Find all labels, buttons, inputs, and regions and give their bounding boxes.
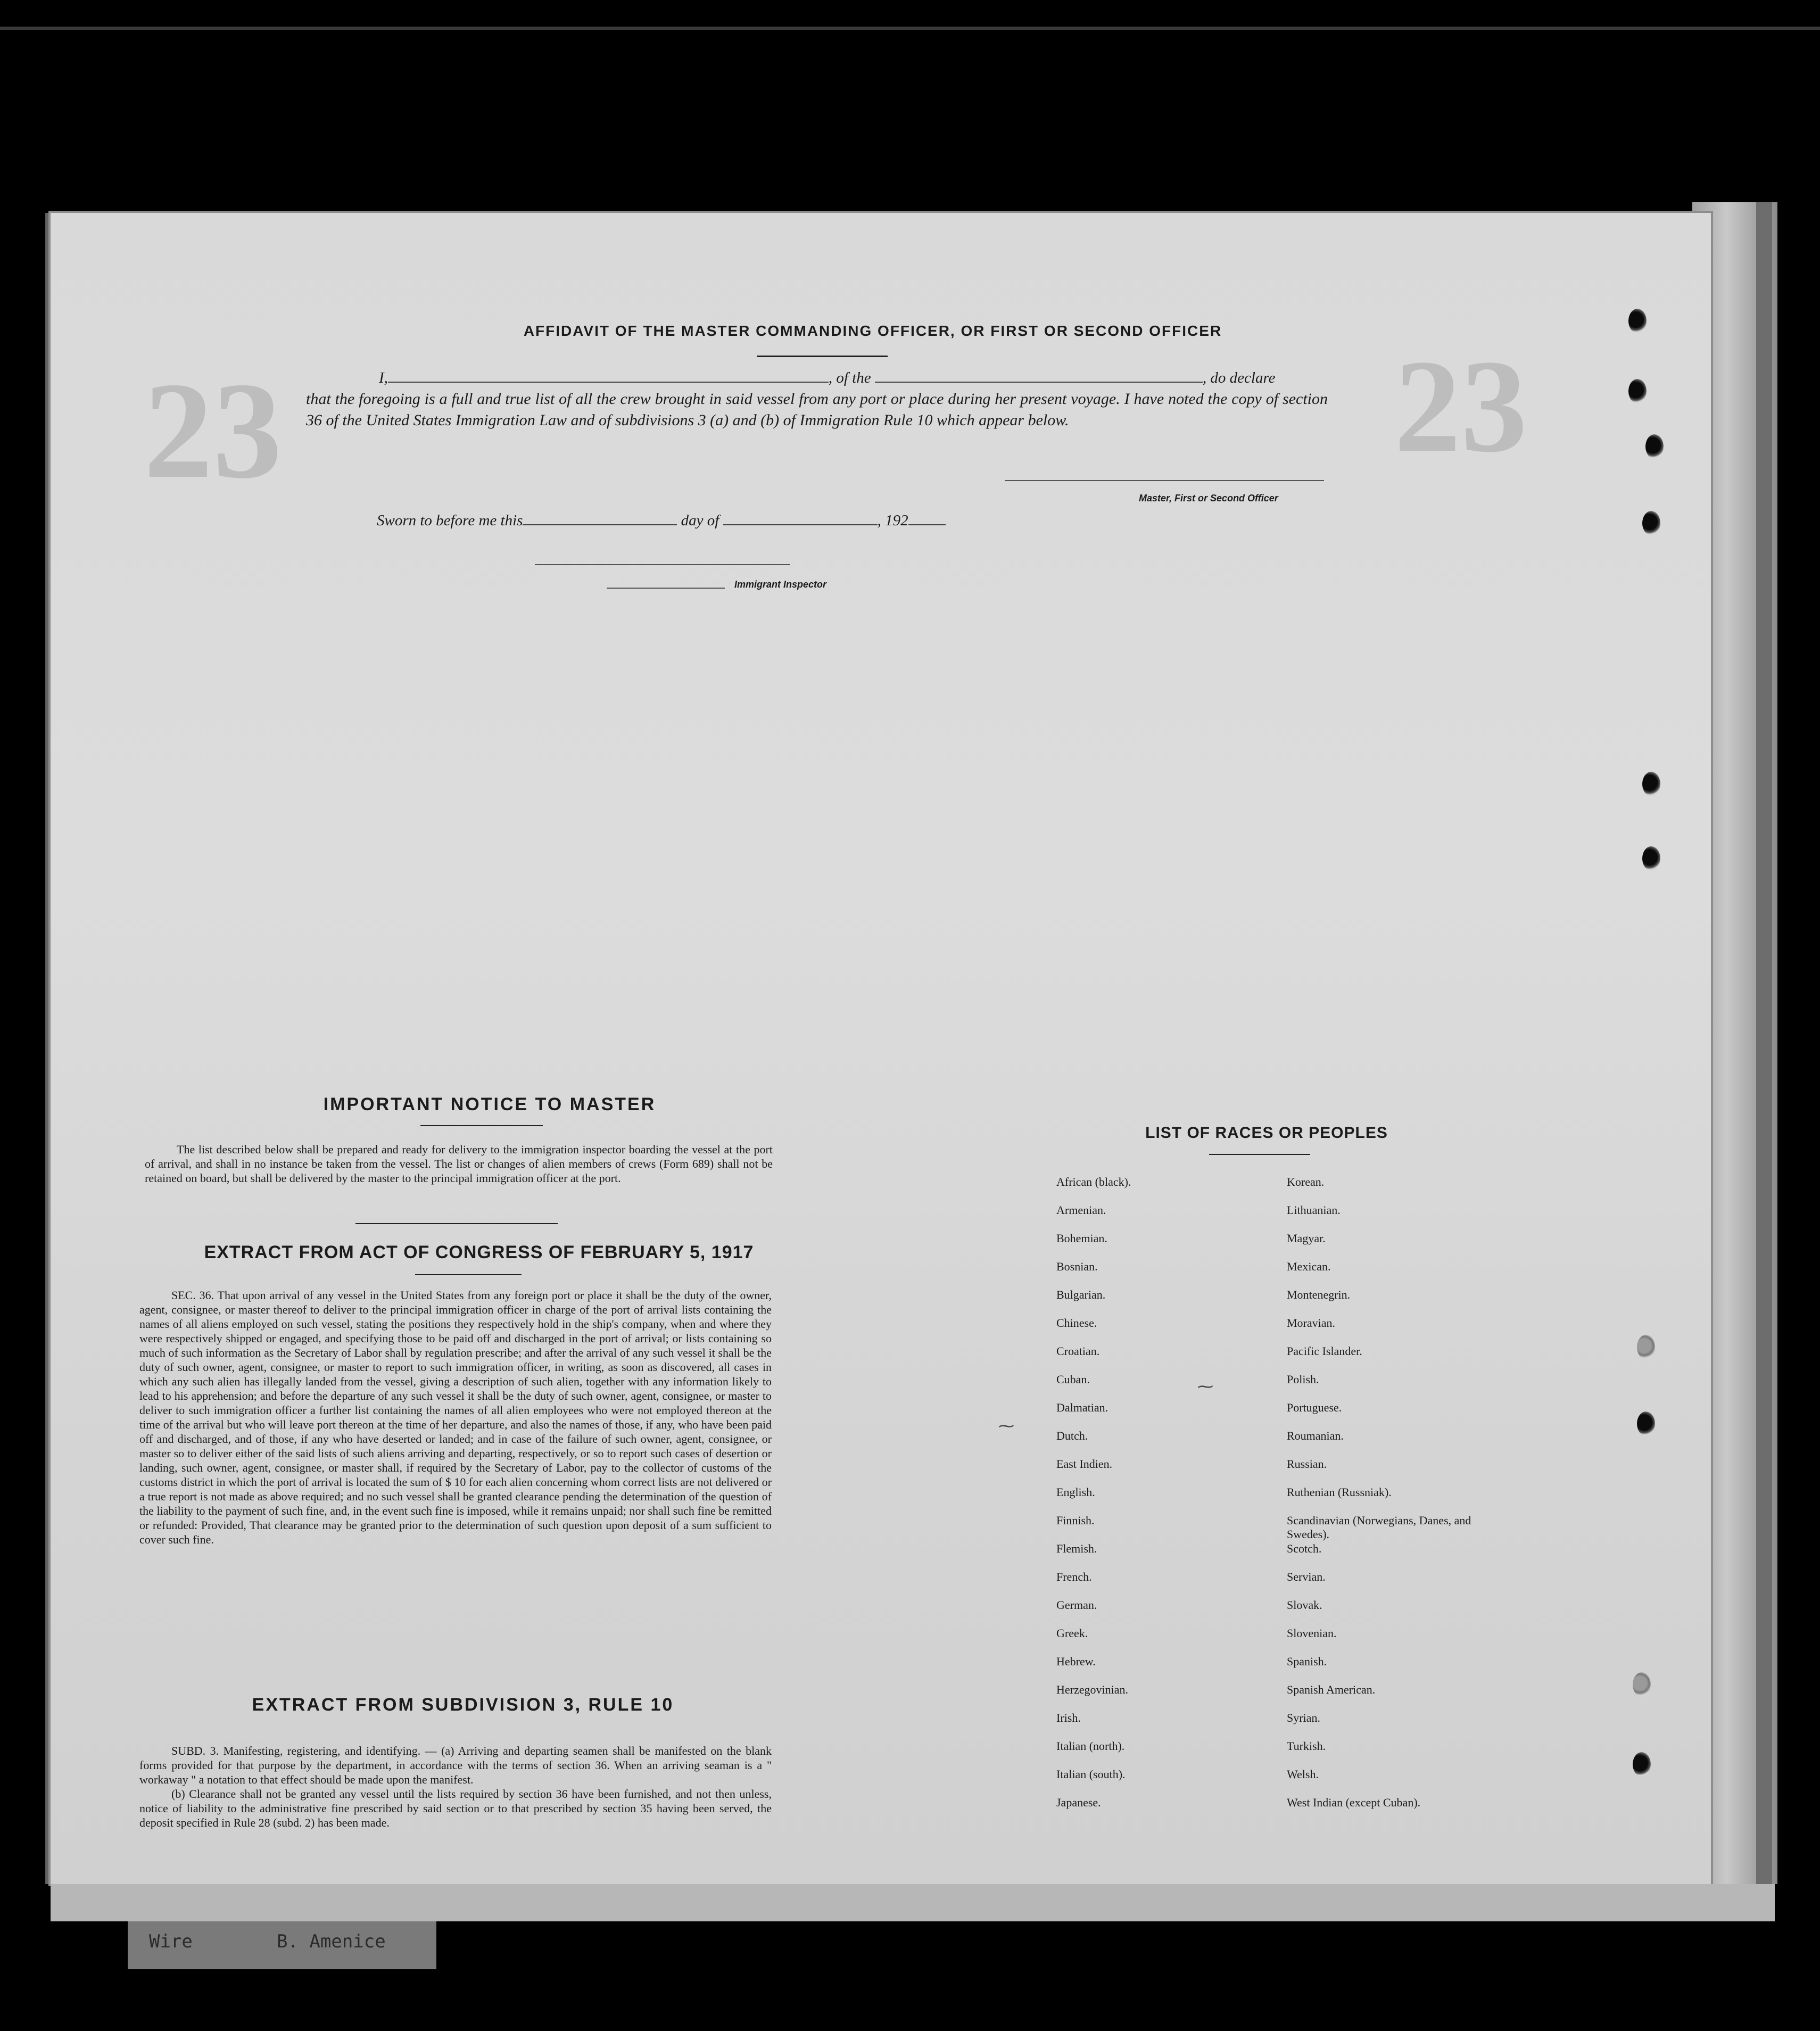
rule-body-a: SUBD. 3. Manifesting, registering, and identifying. — (a) Arriving and departing seamen shall be manifested on the blank forms provided for that purpose by the department, in accordance with the terms of section 36. When an arriving seaman is a " workaway " a notation to that effect should be made upon the manifest.	[139, 1744, 772, 1786]
pencil-mark: ⁓	[1197, 1378, 1213, 1396]
race-item: Turkish.	[1287, 1739, 1326, 1753]
rule-extract-title: EXTRACT FROM SUBDIVISION 3, RULE 10	[252, 1695, 674, 1715]
punch-hole	[1642, 846, 1660, 871]
bottom-page-edge	[51, 1884, 1775, 1921]
race-item: Montenegrin.	[1287, 1288, 1351, 1301]
race-item: West Indian (except Cuban).	[1287, 1796, 1421, 1809]
inspector-line-upper	[535, 564, 790, 565]
race-item: Bulgarian.	[1056, 1288, 1106, 1301]
races-list-left	[1056, 1175, 1259, 1824]
race-item: Bosnian.	[1056, 1260, 1098, 1273]
race-item: Spanish American.	[1287, 1683, 1376, 1696]
race-item: French.	[1056, 1570, 1092, 1583]
punch-hole	[1645, 434, 1664, 459]
affidavit-body: that the foregoing is a full and true list of all the crew brought in said vessel from any port or place during her present voyage. I have noted the copy of section 36 of the United States Immigration Law and of subdivisions 3 (a) and (b) of Immigration Rule 10 which appear below.	[306, 390, 1328, 429]
of-the-label: , of the	[828, 369, 871, 386]
bleed-through-mark: 23	[1394, 333, 1527, 480]
race-item: Japanese.	[1056, 1796, 1101, 1809]
sworn-line	[377, 510, 946, 531]
act-rule	[415, 1274, 522, 1275]
month-blank	[723, 524, 878, 525]
race-item: Ruthenian (Russniak).	[1287, 1485, 1392, 1499]
race-item: Herzegovinian.	[1056, 1683, 1128, 1696]
race-item: Finnish.	[1056, 1514, 1095, 1527]
right-binding-strip	[1756, 202, 1772, 1884]
affidavit-title: AFFIDAVIT OF THE MASTER COMMANDING OFFICER, OR FIRST OR SECOND OFFICER	[523, 323, 1222, 339]
race-item: Irish.	[1056, 1711, 1081, 1724]
race-item: Pacific Islander.	[1287, 1344, 1362, 1358]
notice-title: IMPORTANT NOTICE TO MASTER	[323, 1094, 656, 1114]
notice-rule	[420, 1125, 543, 1126]
bleed-through-mark: 23	[144, 354, 282, 507]
race-item: Magyar.	[1287, 1232, 1326, 1245]
race-item: Dutch.	[1056, 1429, 1088, 1442]
bottom-label-tab	[128, 1921, 436, 1969]
race-item: Greek.	[1056, 1627, 1088, 1640]
race-item: Slovak.	[1287, 1598, 1322, 1612]
race-item: Chinese.	[1056, 1316, 1097, 1330]
race-item: Italian (north).	[1056, 1739, 1125, 1753]
vessel-blank	[875, 382, 1203, 383]
race-item: Servian.	[1287, 1570, 1326, 1583]
race-item: English.	[1056, 1485, 1095, 1499]
race-item: Scotch.	[1287, 1542, 1322, 1555]
race-item: Bohemian.	[1056, 1232, 1107, 1245]
act-extract-text	[139, 1288, 772, 1547]
races-title: LIST OF RACES OR PEOPLES	[1145, 1124, 1388, 1142]
do-declare-label: , do declare	[1202, 369, 1276, 386]
race-item: German.	[1056, 1598, 1097, 1612]
rule-body-b: (b) Clearance shall not be granted any vessel until the lists required by section 36 have been furnished, and not then unless, notice of liability to the administrative fine prescribed by said section or to that prescribed by section 35 having been served, the deposit specified in Rule 28 (subd. 2) has been made.	[139, 1787, 772, 1829]
i-label: I,	[379, 369, 388, 386]
act-body: SEC. 36. That upon arrival of any vessel in the United States from any foreign port or place it shall be the duty of the owner, agent, consignee, or master thereof to deliver to the principal immigration officer in charge of the port of arrival lists containing the names of all aliens employed on such vessel, stating the positions they respectively hold in the ship's company, when and where they were respectively shipped or engaged, and specifying those to be paid off and discharged in the port of arrival; or lists containing so much of such information as the Secretary of Labor shall by regulation prescribe; and after the arrival of any such vessel it shall be the duty of such owner, agent, consignee, or master to report to such immigration officer, in writing, as soon as discovered, all cases in which any such alien has illegally landed from the vessel, giving a description of such alien, together with any information likely to lead to his apprehension; and before the departure of any such vessel it shall be the duty of such owner, agent, consignee, or master to deliver to such immigration officer a further list containing the names of all alien employees who were not employed thereon at the time of the arrival but who will leave port thereon at the time of her departure, and also the names of those, if any, who have been paid off and discharged, and of those, if any who have deserted or landed; and in case of the failure of such owner, agent, consignee, or master so to deliver either of the said lists of such aliens arriving and departing, respectively, or so to report such cases of desertion or landing, such owner, agent, consignee, or master shall, if required by the Secretary of Labor, pay to the collector of customs of the customs district in which the port of arrival is located the sum of $ 10 for each alien concerning whom correct lists are not delivered or a true report is not made as above required; and no such vessel shall be granted clearance pending the determination of the question of the liability to the payment of such fine, and, in the event such fine is imposed, while it remains unpaid; nor shall such fine be remitted or refunded: Provided, That clearance may be granted prior to the determination of such question upon deposit of a sum sufficient to cover such fine.	[139, 1289, 772, 1546]
race-item: Slovenian.	[1287, 1627, 1337, 1640]
punch-hole	[1642, 511, 1660, 535]
punch-hole	[1633, 1672, 1651, 1697]
races-list-right	[1287, 1175, 1478, 1824]
race-item: Flemish.	[1056, 1542, 1097, 1555]
day-blank	[523, 524, 677, 525]
race-item: Welsh.	[1287, 1768, 1319, 1781]
year-blank	[908, 524, 946, 525]
race-item: Scandinavian (Norwegians, Danes, and Swedes).	[1287, 1514, 1471, 1541]
race-item: Portuguese.	[1287, 1401, 1342, 1414]
notice-text	[145, 1142, 773, 1185]
punch-hole	[1642, 772, 1660, 796]
act-extract-title: EXTRACT FROM ACT OF CONGRESS OF FEBRUARY 5, 1917	[204, 1242, 754, 1262]
punch-hole	[1628, 309, 1647, 333]
year-label: , 192	[877, 512, 908, 529]
race-item: Dalmatian.	[1056, 1401, 1108, 1414]
master-signature-line	[1005, 480, 1324, 481]
punch-hole	[1633, 1752, 1651, 1777]
pencil-mark: ⁓	[998, 1417, 1014, 1435]
race-item: Lithuanian.	[1287, 1203, 1341, 1217]
race-item: Armenian.	[1056, 1203, 1106, 1217]
punch-hole	[1637, 1411, 1655, 1436]
race-item: Spanish.	[1287, 1655, 1327, 1668]
inspector-label: Immigrant Inspector	[734, 579, 827, 590]
race-item: Roumanian.	[1287, 1429, 1344, 1442]
race-item: Italian (south).	[1056, 1768, 1126, 1781]
race-item: African (black).	[1056, 1175, 1131, 1188]
tab-text-right: B. Amenice	[277, 1931, 386, 1952]
title-rule	[757, 356, 888, 357]
race-item: Hebrew.	[1056, 1655, 1096, 1668]
race-item: Polish.	[1287, 1373, 1319, 1386]
race-item: Cuban.	[1056, 1373, 1090, 1386]
race-item: Mexican.	[1287, 1260, 1331, 1273]
sworn-label: Sworn to before me this	[377, 512, 523, 529]
day-of-label: day of	[681, 512, 719, 529]
declaration-line	[379, 367, 1276, 389]
race-item: East Indien.	[1056, 1457, 1113, 1471]
tab-text-left: Wire	[149, 1931, 193, 1952]
race-item: Croatian.	[1056, 1344, 1100, 1358]
race-item: Russian.	[1287, 1457, 1327, 1471]
punch-hole	[1628, 379, 1647, 403]
rule-extract-text	[139, 1744, 772, 1830]
top-border-line	[0, 27, 1820, 30]
races-rule	[1209, 1154, 1310, 1155]
punch-hole	[1637, 1335, 1655, 1359]
notice-body: The list described below shall be prepared and ready for delivery to the immigration inspector boarding the vessel at the port of arrival, and shall in no instance be taken from the vessel. The list or changes of alien members of crews (Form 689) shall not be retained on board, but shall be delivered by the master to the principal immigration officer at the port.	[145, 1143, 773, 1185]
race-item: Moravian.	[1287, 1316, 1336, 1330]
inspector-line	[607, 588, 725, 589]
name-blank	[388, 382, 829, 383]
race-item: Syrian.	[1287, 1711, 1320, 1724]
race-item: Korean.	[1287, 1175, 1325, 1188]
master-signature-label: Master, First or Second Officer	[1139, 493, 1278, 503]
section-rule	[355, 1223, 558, 1224]
